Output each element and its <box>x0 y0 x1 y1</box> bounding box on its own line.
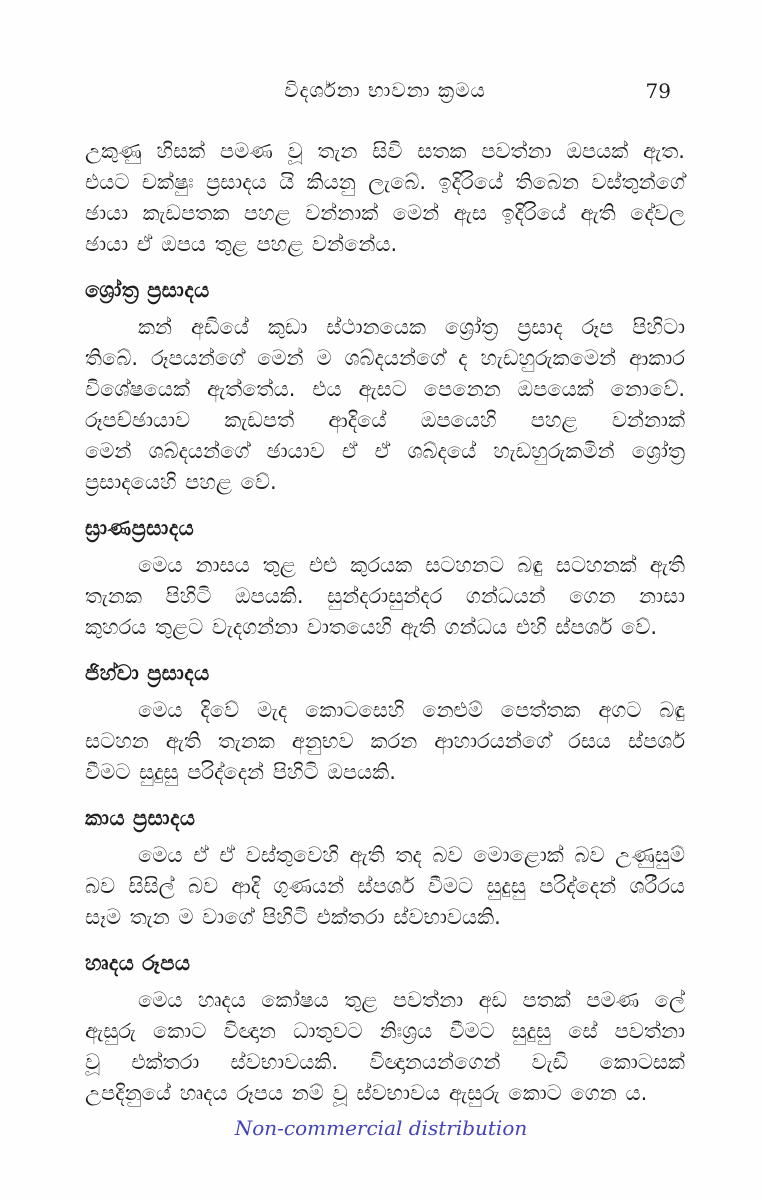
text-section <box>85 276 685 498</box>
section-heading: හෘදය රූපය <box>85 951 191 975</box>
sections <box>85 136 685 1109</box>
section-heading: කාය ප්‍රසාදය <box>85 806 196 830</box>
paragraph <box>85 550 685 643</box>
text-line: ඡායා කැඩපතක පහළ වන්නාක් මෙන් ඇස ඉදිරියේ ඇති දේවල <box>85 201 685 225</box>
text-line: රූපච්ඡායාව කැඩපත් ආදියේ ඔපයෙහි පහළ වන්නාක් <box>85 408 685 432</box>
text-line: කුහරය තුළට වැදගන්නා වාතයෙහි ඇති ගන්ධය එහි ස්පර්ශ වේ. <box>85 615 658 639</box>
text-line: විශේෂයෙක් ඇත්තේය. එය ඇසට පෙනෙන ඔපයෙක් නොවේ. <box>85 377 685 401</box>
page-content <box>85 78 685 1109</box>
footer-distribution-note: Non-commercial distribution <box>234 1116 528 1140</box>
text-line: ප්‍රසාදයෙහි පහළ වේ. <box>85 470 277 494</box>
text-line: සටහන ඇති තැනක අනුභව කරන ආහාරයන්ගේ රසය ස්පර්ශ <box>85 729 685 753</box>
text-section <box>85 514 685 643</box>
text-line: මෙන් ශබ්දයන්ගේ ඡායාව ඒ ඒ ශබ්දයේ හැඩහුරුකමින් ශ්‍රෝත්‍ර <box>85 439 685 463</box>
text-line: උකුණු හිසක් පමණ වූ තැන සිවි සතක පවත්නා ඔපයක් ඇත. <box>85 139 685 163</box>
text-line: මෙය දිවේ මැද කොටසෙහි නෙළුම් පෙත්තක අගට බඳු <box>138 698 685 722</box>
text-line: ඡායා ඒ ඔපය තුළ පහළ වන්නේය. <box>85 232 398 256</box>
text-section <box>85 804 685 933</box>
section-heading: ඝ්‍රාණප්‍රසාදය <box>85 516 195 540</box>
book-title: විදර්ශනා භාවනා ක්‍රමය <box>284 78 486 102</box>
text-line: මෙය හෘදය කෝෂය තුළ පවත්නා අඩ පතක් පමණ ලේ <box>138 988 685 1012</box>
section-heading: ජිහ්වා ප්‍රසාදය <box>85 661 210 685</box>
paragraph <box>85 695 685 788</box>
paragraph <box>85 985 685 1109</box>
text-section <box>85 659 685 788</box>
text-line: වූ එක්තරා ස්වභාවයකි. විඥානයන්ගෙන් වැඩි කොටසක් <box>85 1050 685 1074</box>
text-line: වීමට සුදුසු පරිද්දෙන් පිහිටි ඔපයකි. <box>85 760 396 784</box>
text-line: කන් අඩියේ කුඩා ස්ථානයෙක ශ්‍රෝත්‍ර ප්‍රසාද රූප පිහිටා <box>138 315 685 339</box>
text-section <box>85 136 685 260</box>
text-line: තැනක පිහිටි ඔපයකි. සුන්දරාසුන්දර ගන්ධයන් ගෙන නාසා <box>85 584 685 608</box>
page-number: 79 <box>645 79 671 103</box>
paragraph <box>85 312 685 498</box>
text-line: බව සිසිල් බව ආදි ගුණයන් ස්පර්ශ වීමට සුදුසු පරිද්දෙන් ශරීරය <box>85 874 685 898</box>
section-heading: ශ්‍රෝත්‍ර ප්‍රසාදය <box>85 278 210 302</box>
text-line: තිබේ. රූපයන්ගේ මෙන් ම ශබ්දයන්ගේ ද හැඩහුරුකමෙන් ආකාර <box>85 346 685 370</box>
text-section <box>85 949 685 1109</box>
paragraph <box>85 136 685 260</box>
text-line: මෙය ඒ ඒ වස්තුවෙහි ඇති තද බව මොළොක් බව උණුසුම් <box>138 843 685 867</box>
text-line: උපදිනුයේ හෘදය රූපය නම් වූ ස්වභාවය ඇසුරු කොට ගෙන ය. <box>85 1081 648 1105</box>
text-line: සෑම තැන ම වාගේ පිහිටි එක්තරා ස්වභාවයකි. <box>85 905 501 929</box>
paragraph <box>85 840 685 933</box>
page-header <box>85 78 685 108</box>
text-line: එයට චක්ෂුඃ ප්‍රසාදය යි කියනු ලැබේ. ඉදිරියේ තිබෙන වස්තුන්ගේ <box>85 170 685 194</box>
text-line: ඇසුරු කොට විඥාන ධාතුවට නිඃශ්‍රය වීමට සුදුසු සේ පවත්නා <box>85 1019 685 1043</box>
text-line: මෙය නාසය තුළ එළු කුරයක සටහනට බඳු සටහනක් ඇති <box>138 553 685 577</box>
